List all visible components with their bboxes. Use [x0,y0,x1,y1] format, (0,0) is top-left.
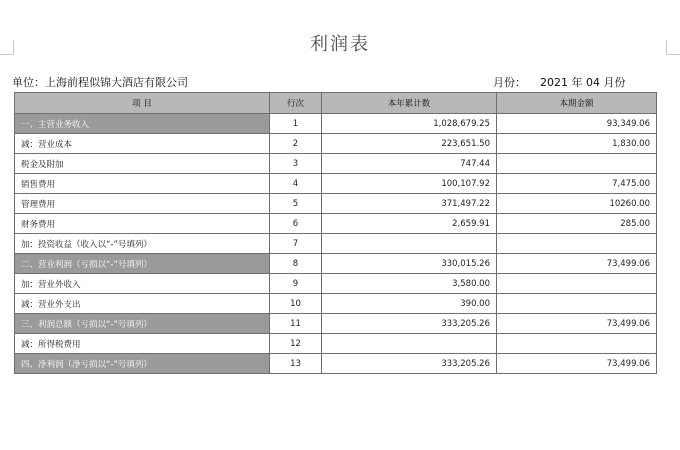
header-current: 本期金额 [497,93,657,114]
row-line-no: 10 [270,294,322,314]
row-item: 减：所得税费用 [15,334,270,354]
row-ytd-value: 333,205.26 [322,354,497,374]
row-ytd-value: 1,028,679.25 [322,114,497,134]
row-current-value: 7,475.00 [497,174,657,194]
row-current-value: 285.00 [497,214,657,234]
row-current-value: 1,830.00 [497,134,657,154]
table-row [15,134,657,154]
table-row [15,274,657,294]
row-ytd-value: 3,580.00 [322,274,497,294]
row-item: 税金及附加 [15,154,270,174]
table-row [15,154,657,174]
row-line-no: 8 [270,254,322,274]
row-line-no: 6 [270,214,322,234]
table-header-row [15,93,657,114]
row-current-value [497,234,657,254]
row-line-no: 2 [270,134,322,154]
table-row [15,234,657,254]
table-row [15,294,657,314]
row-line-no: 12 [270,334,322,354]
row-item: 销售费用 [15,174,270,194]
table-row [15,354,657,374]
row-ytd-value: 223,651.50 [322,134,497,154]
row-ytd-value [322,334,497,354]
table-row [15,194,657,214]
row-current-value: 10260.00 [497,194,657,214]
row-item: 加：营业外收入 [15,274,270,294]
header-ytd: 本年累计数 [322,93,497,114]
row-item: 财务费用 [15,214,270,234]
company-unit-label: 单位：上海前程似锦大酒店有限公司 [12,76,188,89]
row-item: 加：投资收益（收入以“-”号填列） [15,234,270,254]
row-current-value: 73,499.06 [497,254,657,274]
table-row [15,174,657,194]
row-item: 三、利润总额（亏损以“-”号填列） [15,314,270,334]
table-row [15,214,657,234]
row-ytd-value: 330,015.26 [322,254,497,274]
row-item: 减：营业成本 [15,134,270,154]
month-value: 2021 年 04 月份 [540,76,626,89]
row-current-value: 93,349.06 [497,114,657,134]
row-item: 一、主营业务收入 [15,114,270,134]
report-title: 利润表 [310,34,370,55]
row-ytd-value [322,234,497,254]
row-line-no: 1 [270,114,322,134]
row-ytd-value: 371,497.22 [322,194,497,214]
header-line-no: 行次 [270,93,322,114]
table-row [15,314,657,334]
row-current-value [497,294,657,314]
row-line-no: 5 [270,194,322,214]
month-label: 月份： [493,76,526,89]
row-item: 管理费用 [15,194,270,214]
row-line-no: 9 [270,274,322,294]
row-current-value [497,334,657,354]
table-row [15,254,657,274]
row-line-no: 7 [270,234,322,254]
row-current-value: 73,499.06 [497,314,657,334]
row-ytd-value: 390.00 [322,294,497,314]
row-item: 四、净利润（净亏损以“-”号填列） [15,354,270,374]
row-ytd-value: 333,205.26 [322,314,497,334]
row-ytd-value: 2,659.91 [322,214,497,234]
row-ytd-value: 747.44 [322,154,497,174]
row-item: 减：营业外支出 [15,294,270,314]
row-current-value [497,154,657,174]
row-current-value: 73,499.06 [497,354,657,374]
row-line-no: 3 [270,154,322,174]
income-statement-table [14,92,657,374]
row-ytd-value: 100,107.92 [322,174,497,194]
row-line-no: 11 [270,314,322,334]
row-item: 二、营业利润（亏损以“-”号填列） [15,254,270,274]
row-line-no: 4 [270,174,322,194]
row-current-value [497,274,657,294]
table-row [15,114,657,134]
header-item: 项 目 [15,93,270,114]
table-row [15,334,657,354]
row-line-no: 13 [270,354,322,374]
